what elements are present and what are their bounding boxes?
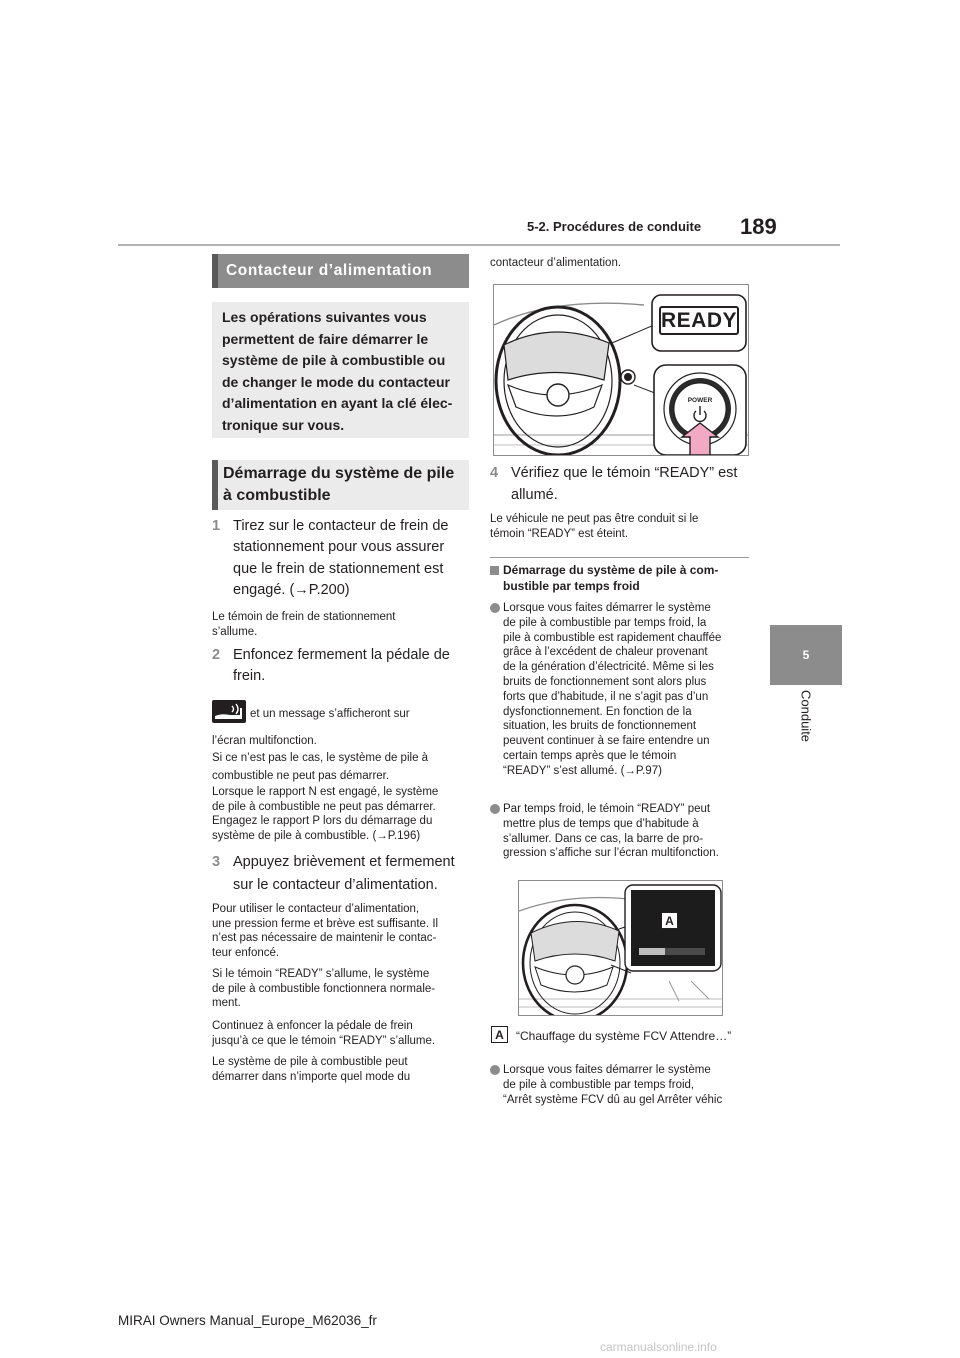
page-reference-link[interactable]: engagé. (→P.200)	[233, 582, 350, 599]
bullet-line: mettre plus de temps que d’habitude à	[503, 817, 699, 830]
note-line: témoin “READY” est éteint.	[490, 527, 629, 540]
step-number: 2	[212, 647, 221, 663]
note-line: Si le témoin “READY” s’allume, le système	[212, 968, 430, 980]
note-line: démarrer dans n’importe quel mode du	[212, 1070, 411, 1083]
chapter-label: Conduite	[798, 690, 814, 743]
callout-a-badge: A	[661, 912, 678, 929]
power-button-label: POWER	[687, 397, 713, 404]
bullet-line: Par temps froid, le témoin “READY” peut	[503, 803, 711, 815]
subsection-title	[212, 460, 469, 510]
subsection-title-line: Démarrage du système de pile	[223, 465, 455, 482]
step-4-note	[490, 512, 752, 541]
step-3-note-d	[212, 1055, 474, 1084]
step-3	[212, 851, 470, 896]
bullet-line: Lorsque vous faites démarrer le système	[503, 602, 711, 614]
note-line: de pile à combustible fonctionnera normale-	[212, 982, 436, 995]
bullet-dot-icon	[490, 1065, 500, 1075]
step-number: 1	[212, 518, 221, 534]
bullet-line: de pile à combustible par temps froid,	[503, 1078, 695, 1091]
note-line: Engagez le rapport P lors du démarrage du	[212, 815, 433, 828]
step-4	[490, 462, 752, 506]
note-line: teur enfoncé.	[212, 946, 280, 959]
bullet-line: grâce à l’excédent de chaleur provenant	[503, 646, 708, 659]
header-rule	[118, 244, 840, 246]
step-line: Enfoncez fermement la pédale de	[233, 647, 450, 663]
step-1-note	[212, 610, 470, 639]
note-line: Continuez à enfoncer la pédale de frein	[212, 1020, 413, 1032]
bullet-line: dysfonctionnement. En fonction de la	[503, 705, 692, 718]
bullet-line: bruits de fonctionnement sont alors plus	[503, 675, 707, 688]
chapter-tab[interactable]: 5	[770, 625, 842, 685]
bullet-line: de pile à combustible par temps froid, la	[503, 616, 707, 629]
watermark: carmanualsonline.info	[600, 1340, 717, 1354]
power-switch-illustration	[493, 284, 749, 456]
bullet-line: certain temps après que le témoin	[503, 749, 677, 762]
intro-line: Les opérations suivantes vous	[222, 309, 427, 325]
cold-weather-section-title	[490, 563, 752, 594]
section-title-line: Démarrage du système de pile à com-	[503, 563, 719, 577]
note-line: n’est pas nécessaire de maintenir le contac-	[212, 932, 437, 945]
note-line: combustible ne peut pas démarrer.	[212, 770, 390, 782]
intro-line: permettent de faire démarrer le	[222, 330, 429, 347]
bullet-line: de la génération d’électricité. Même si les	[503, 661, 714, 674]
note-line: l’écran multifonction.	[212, 735, 317, 747]
intro-line: d’alimentation en ayant la clé élec-	[222, 395, 453, 412]
step-line: Vérifiez que le témoin “READY” est	[511, 465, 738, 481]
bullet-line: “READY” s’est allumé. (→P.97)	[503, 764, 662, 777]
bullet-dot-icon	[490, 603, 500, 613]
section-title: Contacteur d’alimentation	[226, 262, 433, 279]
bullet-line: “Arrêt système FCV dû au gel Arrêter véhic	[503, 1093, 723, 1106]
note-line: Le système de pile à combustible peut	[212, 1056, 408, 1068]
intro-box	[212, 302, 469, 438]
step-line: stationnement pour vous assurer	[233, 539, 445, 556]
note-line: une pression ferme et brève est suffisante. Il	[212, 917, 439, 930]
bullet-line: forts que d’habitude, il ne s’agit pas d’un	[503, 690, 709, 703]
intro-line: de changer le mode du contacteur	[222, 373, 450, 390]
note-line: Le témoin de frein de stationnement	[212, 611, 396, 623]
caption-text: “Chauffage du système FCV Attendre…”	[516, 1029, 732, 1043]
bullet-line: situation, les bruits de fonctionnement	[503, 720, 697, 733]
footer-document-id: MIRAI Owners Manual_Europe_M62036_fr	[118, 1313, 377, 1328]
square-bullet-icon	[490, 566, 499, 575]
ready-indicator-label: READY	[660, 308, 737, 332]
step-line: Tirez sur le contacteur de frein de	[233, 518, 449, 534]
note-line: Si ce n’est pas le cas, le système de pile à	[212, 751, 429, 764]
note-line: s’allume.	[212, 625, 258, 638]
subsection-title-line: à combustible	[223, 487, 331, 504]
multi-display-illustration	[518, 880, 723, 1016]
note-line: Pour utiliser le contacteur d’alimentation,	[212, 903, 420, 915]
step-2-icon-text: et un message s’afficheront sur	[250, 708, 410, 720]
bullet-line: peuvent continuer à se faire entendre un	[503, 735, 710, 748]
caption-a-badge: A	[491, 1026, 508, 1043]
note-line: Lorsque le rapport N est engagé, le système	[212, 786, 439, 798]
step-1	[212, 516, 470, 602]
instrument-cluster-drawing-icon	[519, 881, 723, 1016]
step-number: 4	[490, 465, 499, 481]
bullet-cold-ready-delay	[490, 802, 752, 861]
bullet-cold-start-noise	[490, 601, 752, 779]
step-line: frein.	[233, 668, 266, 685]
bullet-line: pile à combustible est rapidement chauffée	[503, 631, 722, 644]
page-number: 189	[740, 214, 777, 239]
step-2-note-a	[212, 733, 470, 785]
brake-pedal-indicator-icon	[212, 700, 246, 723]
step-line: allumé.	[511, 487, 558, 503]
step-line: sur le contacteur d’alimentation.	[233, 876, 438, 893]
bullet-line: gression s’affiche sur l’écran multifonction.	[503, 847, 719, 860]
step-line: Appuyez brièvement et fermement	[233, 854, 455, 870]
continued-text: contacteur d’alimentation.	[490, 257, 622, 269]
note-line: de pile à combustible ne peut pas démarrer.	[212, 800, 436, 813]
intro-line: tronique sur vous.	[222, 416, 345, 433]
step-line: que le frein de stationnement est	[233, 560, 444, 577]
bullet-freeze-stop	[490, 1063, 752, 1107]
bullet-line: Lorsque vous faites démarrer le système	[503, 1064, 711, 1076]
section-title-bar	[212, 254, 469, 288]
note-line: jusqu’à ce que le témoin “READY” s’allume.	[212, 1034, 436, 1047]
section-header: 5-2. Procédures de conduite	[527, 219, 702, 234]
step-3-note-b	[212, 967, 474, 1011]
step-2-note-b	[212, 785, 470, 843]
section-title-line: bustible par temps froid	[503, 578, 640, 593]
bullet-dot-icon	[490, 804, 500, 814]
step-2	[212, 645, 470, 688]
step-3-note-a	[212, 902, 474, 960]
bullet-line: s’allumer. Dans ce cas, la barre de pro-	[503, 832, 704, 845]
note-line: Le véhicule ne peut pas être conduit si le	[490, 513, 699, 525]
note-line: ment.	[212, 997, 241, 1010]
section-divider	[490, 557, 749, 558]
intro-line: système de pile à combustible ou	[222, 352, 446, 369]
step-number: 3	[212, 854, 221, 870]
step-3-note-c	[212, 1019, 474, 1048]
note-line: système de pile à combustible. (→P.196)	[212, 829, 421, 842]
